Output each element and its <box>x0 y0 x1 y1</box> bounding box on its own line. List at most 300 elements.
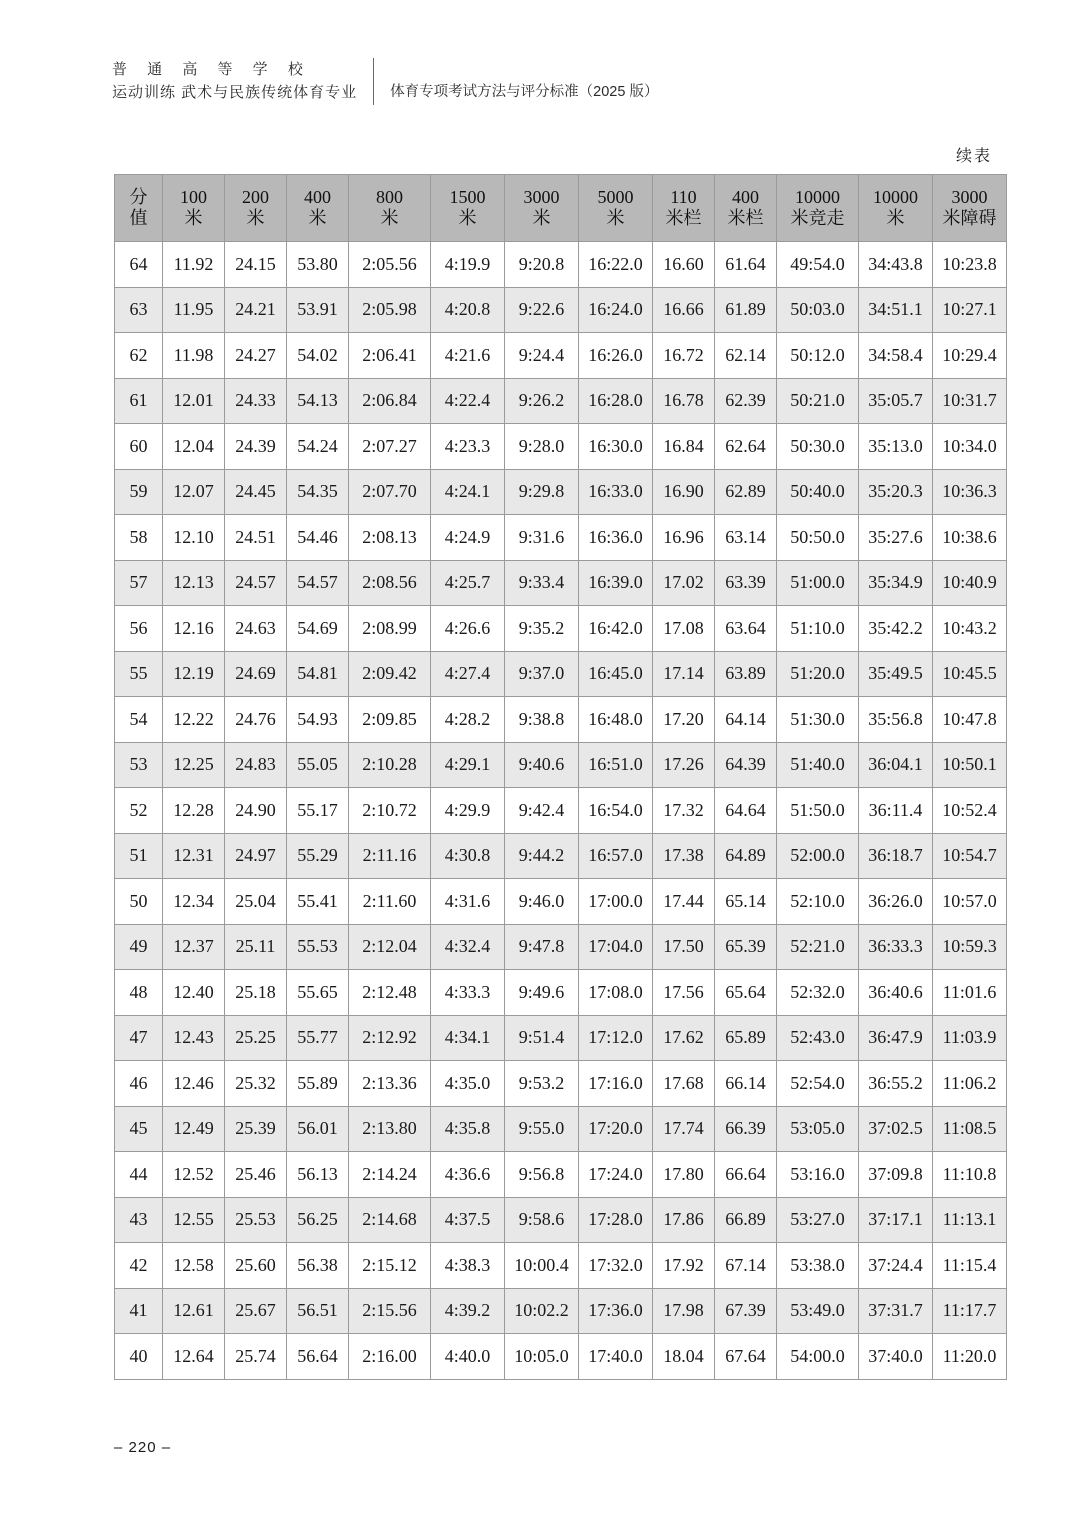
table-cell: 2:05.56 <box>349 242 431 288</box>
table-row <box>115 1015 1007 1061</box>
table-cell: 12.58 <box>163 1243 225 1289</box>
table-cell: 25.67 <box>225 1288 287 1334</box>
column-header-line: 米栏 <box>727 208 764 228</box>
table-cell: 24.33 <box>225 378 287 424</box>
table-cell: 4:40.0 <box>431 1334 505 1380</box>
table-cell: 51:40.0 <box>777 742 859 788</box>
column-header-line: 400 <box>732 186 759 207</box>
table-cell: 2:08.99 <box>349 606 431 652</box>
table-cell: 51:10.0 <box>777 606 859 652</box>
table-cell: 24.90 <box>225 788 287 834</box>
table-cell: 34:51.1 <box>859 287 933 333</box>
table-cell: 16:54.0 <box>579 788 653 834</box>
table-cell: 4:34.1 <box>431 1015 505 1061</box>
table-cell: 63.39 <box>715 560 777 606</box>
table-cell: 9:28.0 <box>505 424 579 470</box>
table-cell: 25.32 <box>225 1061 287 1107</box>
table-cell: 16:48.0 <box>579 697 653 743</box>
table-cell: 56.64 <box>287 1334 349 1380</box>
table-cell: 16.84 <box>653 424 715 470</box>
table-cell: 16:39.0 <box>579 560 653 606</box>
table-cell: 24.51 <box>225 515 287 561</box>
table-cell: 52:21.0 <box>777 924 859 970</box>
table-cell: 56.51 <box>287 1288 349 1334</box>
table-cell: 49:54.0 <box>777 242 859 288</box>
table-cell: 17.56 <box>653 970 715 1016</box>
table-cell: 36:04.1 <box>859 742 933 788</box>
table-cell: 17.32 <box>653 788 715 834</box>
table-cell: 2:15.12 <box>349 1243 431 1289</box>
table-cell: 10:52.4 <box>933 788 1007 834</box>
table-cell: 2:06.84 <box>349 378 431 424</box>
table-cell: 24.45 <box>225 469 287 515</box>
table-cell: 9:55.0 <box>505 1106 579 1152</box>
score-value-cell: 57 <box>115 560 163 606</box>
column-header-line: 米 <box>246 208 265 228</box>
table-cell: 11.98 <box>163 333 225 379</box>
table-cell: 4:20.8 <box>431 287 505 333</box>
column-header-8 <box>653 175 715 242</box>
column-header-line: 400 <box>304 186 331 207</box>
score-value-cell: 50 <box>115 879 163 925</box>
table-cell: 11:15.4 <box>933 1243 1007 1289</box>
table-cell: 2:10.28 <box>349 742 431 788</box>
table-cell: 17:08.0 <box>579 970 653 1016</box>
table-cell: 65.64 <box>715 970 777 1016</box>
table-cell: 2:08.56 <box>349 560 431 606</box>
table-cell: 10:59.3 <box>933 924 1007 970</box>
column-header-line: 米栏 <box>665 208 702 228</box>
table-cell: 17:40.0 <box>579 1334 653 1380</box>
table-cell: 24.97 <box>225 833 287 879</box>
table-cell: 4:22.4 <box>431 378 505 424</box>
table-cell: 10:45.5 <box>933 651 1007 697</box>
table-cell: 17.86 <box>653 1197 715 1243</box>
table-cell: 67.14 <box>715 1243 777 1289</box>
table-cell: 25.53 <box>225 1197 287 1243</box>
column-header-line: 米 <box>606 208 625 228</box>
header-line-1: 普 通 高 等 学 校 <box>112 61 311 78</box>
table-cell: 9:24.4 <box>505 333 579 379</box>
column-header-1 <box>163 175 225 242</box>
table-cell: 11:06.2 <box>933 1061 1007 1107</box>
table-cell: 12.52 <box>163 1152 225 1198</box>
table-cell: 9:22.6 <box>505 287 579 333</box>
table-cell: 16:30.0 <box>579 424 653 470</box>
table-cell: 17.44 <box>653 879 715 925</box>
table-cell: 9:42.4 <box>505 788 579 834</box>
table-cell: 17:12.0 <box>579 1015 653 1061</box>
table-cell: 2:09.85 <box>349 697 431 743</box>
table-cell: 2:15.56 <box>349 1288 431 1334</box>
table-row <box>115 879 1007 925</box>
table-cell: 12.22 <box>163 697 225 743</box>
table-cell: 12.10 <box>163 515 225 561</box>
table-cell: 65.89 <box>715 1015 777 1061</box>
column-header-line: 米 <box>458 208 477 228</box>
table-cell: 24.63 <box>225 606 287 652</box>
table-cell: 54.02 <box>287 333 349 379</box>
score-value-cell: 62 <box>115 333 163 379</box>
table-cell: 55.41 <box>287 879 349 925</box>
table-cell: 24.69 <box>225 651 287 697</box>
score-table-container <box>114 174 997 1380</box>
table-cell: 4:36.6 <box>431 1152 505 1198</box>
table-cell: 9:35.2 <box>505 606 579 652</box>
table-cell: 9:20.8 <box>505 242 579 288</box>
table-cell: 2:11.60 <box>349 879 431 925</box>
table-cell: 4:32.4 <box>431 924 505 970</box>
table-cell: 50:03.0 <box>777 287 859 333</box>
table-cell: 2:08.13 <box>349 515 431 561</box>
table-cell: 37:31.7 <box>859 1288 933 1334</box>
table-cell: 64.39 <box>715 742 777 788</box>
table-row <box>115 1243 1007 1289</box>
table-cell: 4:35.8 <box>431 1106 505 1152</box>
table-row <box>115 1197 1007 1243</box>
table-row <box>115 333 1007 379</box>
table-cell: 35:34.9 <box>859 560 933 606</box>
table-cell: 2:16.00 <box>349 1334 431 1380</box>
table-cell: 17:00.0 <box>579 879 653 925</box>
table-cell: 12.55 <box>163 1197 225 1243</box>
table-cell: 25.60 <box>225 1243 287 1289</box>
table-cell: 35:49.5 <box>859 651 933 697</box>
table-cell: 51:20.0 <box>777 651 859 697</box>
table-row <box>115 1288 1007 1334</box>
table-cell: 36:47.9 <box>859 1015 933 1061</box>
table-cell: 2:13.36 <box>349 1061 431 1107</box>
table-cell: 53:38.0 <box>777 1243 859 1289</box>
table-cell: 17.20 <box>653 697 715 743</box>
table-cell: 34:58.4 <box>859 333 933 379</box>
table-cell: 4:37.5 <box>431 1197 505 1243</box>
table-cell: 52:43.0 <box>777 1015 859 1061</box>
table-cell: 9:37.0 <box>505 651 579 697</box>
table-cell: 12.19 <box>163 651 225 697</box>
column-header-0 <box>115 175 163 242</box>
table-cell: 11:13.1 <box>933 1197 1007 1243</box>
score-value-cell: 55 <box>115 651 163 697</box>
table-body <box>115 242 1007 1380</box>
table-cell: 24.39 <box>225 424 287 470</box>
table-cell: 34:43.8 <box>859 242 933 288</box>
table-cell: 16:33.0 <box>579 469 653 515</box>
table-row <box>115 1061 1007 1107</box>
table-cell: 56.25 <box>287 1197 349 1243</box>
table-row <box>115 1106 1007 1152</box>
table-cell: 16:28.0 <box>579 378 653 424</box>
table-cell: 16:57.0 <box>579 833 653 879</box>
table-cell: 17.08 <box>653 606 715 652</box>
table-cell: 51:00.0 <box>777 560 859 606</box>
table-cell: 63.89 <box>715 651 777 697</box>
score-value-cell: 44 <box>115 1152 163 1198</box>
column-header-line: 米 <box>532 208 551 228</box>
table-cell: 25.18 <box>225 970 287 1016</box>
table-cell: 50:12.0 <box>777 333 859 379</box>
table-cell: 54.46 <box>287 515 349 561</box>
column-header-11 <box>859 175 933 242</box>
table-cell: 4:39.2 <box>431 1288 505 1334</box>
table-cell: 10:27.1 <box>933 287 1007 333</box>
score-value-cell: 48 <box>115 970 163 1016</box>
table-cell: 36:26.0 <box>859 879 933 925</box>
table-cell: 50:40.0 <box>777 469 859 515</box>
column-header-line: 米 <box>184 208 203 228</box>
table-cell: 10:02.2 <box>505 1288 579 1334</box>
column-header-line: 米障碍 <box>942 208 997 228</box>
table-cell: 2:13.80 <box>349 1106 431 1152</box>
table-cell: 9:53.2 <box>505 1061 579 1107</box>
table-cell: 4:26.6 <box>431 606 505 652</box>
table-cell: 4:35.0 <box>431 1061 505 1107</box>
table-cell: 36:11.4 <box>859 788 933 834</box>
table-cell: 10:47.8 <box>933 697 1007 743</box>
table-cell: 17.38 <box>653 833 715 879</box>
table-cell: 9:47.8 <box>505 924 579 970</box>
table-cell: 2:07.70 <box>349 469 431 515</box>
table-row <box>115 788 1007 834</box>
table-cell: 2:10.72 <box>349 788 431 834</box>
table-cell: 64.64 <box>715 788 777 834</box>
table-cell: 17:36.0 <box>579 1288 653 1334</box>
score-value-cell: 64 <box>115 242 163 288</box>
table-cell: 25.11 <box>225 924 287 970</box>
table-cell: 56.38 <box>287 1243 349 1289</box>
column-header-line: 米 <box>380 208 399 228</box>
table-cell: 12.07 <box>163 469 225 515</box>
table-row <box>115 378 1007 424</box>
table-cell: 50:50.0 <box>777 515 859 561</box>
table-cell: 16:26.0 <box>579 333 653 379</box>
score-value-cell: 53 <box>115 742 163 788</box>
table-cell: 12.16 <box>163 606 225 652</box>
table-cell: 36:33.3 <box>859 924 933 970</box>
table-row <box>115 424 1007 470</box>
table-cell: 55.53 <box>287 924 349 970</box>
column-header-line: 1500 <box>449 186 486 207</box>
table-cell: 17:28.0 <box>579 1197 653 1243</box>
table-cell: 52:32.0 <box>777 970 859 1016</box>
table-cell: 4:31.6 <box>431 879 505 925</box>
table-cell: 12.37 <box>163 924 225 970</box>
table-cell: 9:26.2 <box>505 378 579 424</box>
score-value-cell: 60 <box>115 424 163 470</box>
table-cell: 17.02 <box>653 560 715 606</box>
table-cell: 52:00.0 <box>777 833 859 879</box>
column-header-12 <box>933 175 1007 242</box>
table-cell: 10:31.7 <box>933 378 1007 424</box>
table-row <box>115 242 1007 288</box>
table-cell: 9:29.8 <box>505 469 579 515</box>
table-row <box>115 469 1007 515</box>
table-cell: 51:50.0 <box>777 788 859 834</box>
score-value-cell: 51 <box>115 833 163 879</box>
table-cell: 37:09.8 <box>859 1152 933 1198</box>
column-header-line: 100 <box>180 186 207 207</box>
table-cell: 4:38.3 <box>431 1243 505 1289</box>
table-cell: 25.74 <box>225 1334 287 1380</box>
table-cell: 12.46 <box>163 1061 225 1107</box>
table-cell: 24.83 <box>225 742 287 788</box>
column-header-9 <box>715 175 777 242</box>
table-cell: 52:54.0 <box>777 1061 859 1107</box>
table-row <box>115 970 1007 1016</box>
column-header-line: 10000 <box>873 186 918 207</box>
table-cell: 65.39 <box>715 924 777 970</box>
table-cell: 12.49 <box>163 1106 225 1152</box>
table-cell: 16.66 <box>653 287 715 333</box>
column-header-5 <box>431 175 505 242</box>
table-cell: 16:36.0 <box>579 515 653 561</box>
table-cell: 51:30.0 <box>777 697 859 743</box>
table-cell: 4:30.8 <box>431 833 505 879</box>
table-cell: 12.34 <box>163 879 225 925</box>
table-cell: 35:05.7 <box>859 378 933 424</box>
score-table <box>114 174 1007 1380</box>
table-cell: 17:04.0 <box>579 924 653 970</box>
table-row <box>115 1152 1007 1198</box>
column-header-line: 值 <box>129 208 148 228</box>
score-value-cell: 59 <box>115 469 163 515</box>
table-cell: 2:12.04 <box>349 924 431 970</box>
table-cell: 4:25.7 <box>431 560 505 606</box>
table-cell: 25.39 <box>225 1106 287 1152</box>
table-cell: 37:24.4 <box>859 1243 933 1289</box>
table-cell: 10:43.2 <box>933 606 1007 652</box>
table-cell: 50:21.0 <box>777 378 859 424</box>
table-row <box>115 1334 1007 1380</box>
table-cell: 24.21 <box>225 287 287 333</box>
table-cell: 54.81 <box>287 651 349 697</box>
table-cell: 66.39 <box>715 1106 777 1152</box>
table-cell: 62.39 <box>715 378 777 424</box>
column-header-line: 3000 <box>951 186 988 207</box>
score-value-cell: 61 <box>115 378 163 424</box>
table-cell: 4:33.3 <box>431 970 505 1016</box>
table-cell: 4:29.1 <box>431 742 505 788</box>
table-row <box>115 924 1007 970</box>
column-header-line: 5000 <box>597 186 634 207</box>
table-cell: 17.62 <box>653 1015 715 1061</box>
table-cell: 16.60 <box>653 242 715 288</box>
table-cell: 55.29 <box>287 833 349 879</box>
table-cell: 53:27.0 <box>777 1197 859 1243</box>
page-header <box>112 58 658 105</box>
table-cell: 12.61 <box>163 1288 225 1334</box>
table-cell: 10:38.6 <box>933 515 1007 561</box>
table-cell: 11:08.5 <box>933 1106 1007 1152</box>
table-cell: 35:42.2 <box>859 606 933 652</box>
table-cell: 12.25 <box>163 742 225 788</box>
table-cell: 9:44.2 <box>505 833 579 879</box>
table-cell: 11:20.0 <box>933 1334 1007 1380</box>
table-cell: 52:10.0 <box>777 879 859 925</box>
table-cell: 64.89 <box>715 833 777 879</box>
table-cell: 9:38.8 <box>505 697 579 743</box>
table-head <box>115 175 1007 242</box>
table-cell: 4:21.6 <box>431 333 505 379</box>
table-cell: 17.74 <box>653 1106 715 1152</box>
table-cell: 54.69 <box>287 606 349 652</box>
table-cell: 10:23.8 <box>933 242 1007 288</box>
table-row <box>115 651 1007 697</box>
table-cell: 54.57 <box>287 560 349 606</box>
table-cell: 54.93 <box>287 697 349 743</box>
table-cell: 2:12.92 <box>349 1015 431 1061</box>
table-cell: 25.46 <box>225 1152 287 1198</box>
table-cell: 9:56.8 <box>505 1152 579 1198</box>
table-cell: 36:40.6 <box>859 970 933 1016</box>
table-cell: 55.89 <box>287 1061 349 1107</box>
table-cell: 4:23.3 <box>431 424 505 470</box>
table-cell: 67.64 <box>715 1334 777 1380</box>
table-cell: 24.57 <box>225 560 287 606</box>
table-cell: 17:32.0 <box>579 1243 653 1289</box>
table-cell: 54.24 <box>287 424 349 470</box>
table-cell: 11:17.7 <box>933 1288 1007 1334</box>
table-cell: 16:45.0 <box>579 651 653 697</box>
column-header-line: 3000 <box>523 186 560 207</box>
table-cell: 11:01.6 <box>933 970 1007 1016</box>
column-header-line: 米 <box>308 208 327 228</box>
table-row <box>115 742 1007 788</box>
table-cell: 9:49.6 <box>505 970 579 1016</box>
table-cell: 17:20.0 <box>579 1106 653 1152</box>
table-cell: 61.89 <box>715 287 777 333</box>
table-cell: 12.28 <box>163 788 225 834</box>
table-cell: 25.25 <box>225 1015 287 1061</box>
column-header-line: 800 <box>376 186 403 207</box>
table-cell: 11.95 <box>163 287 225 333</box>
score-value-cell: 54 <box>115 697 163 743</box>
table-cell: 4:28.2 <box>431 697 505 743</box>
table-cell: 12.64 <box>163 1334 225 1380</box>
column-header-line: 米 <box>886 208 905 228</box>
table-cell: 56.13 <box>287 1152 349 1198</box>
score-value-cell: 49 <box>115 924 163 970</box>
table-cell: 12.40 <box>163 970 225 1016</box>
table-cell: 62.14 <box>715 333 777 379</box>
table-cell: 67.39 <box>715 1288 777 1334</box>
table-cell: 61.64 <box>715 242 777 288</box>
table-cell: 54:00.0 <box>777 1334 859 1380</box>
table-cell: 35:20.3 <box>859 469 933 515</box>
table-cell: 17.68 <box>653 1061 715 1107</box>
table-cell: 53:49.0 <box>777 1288 859 1334</box>
table-cell: 36:18.7 <box>859 833 933 879</box>
table-cell: 50:30.0 <box>777 424 859 470</box>
table-cell: 25.04 <box>225 879 287 925</box>
table-cell: 4:19.9 <box>431 242 505 288</box>
column-header-6 <box>505 175 579 242</box>
table-cell: 17.50 <box>653 924 715 970</box>
table-cell: 62.89 <box>715 469 777 515</box>
table-cell: 17.98 <box>653 1288 715 1334</box>
column-header-line: 分 <box>129 186 148 207</box>
table-cell: 2:14.68 <box>349 1197 431 1243</box>
table-cell: 62.64 <box>715 424 777 470</box>
column-header-line: 米竞走 <box>790 208 845 228</box>
table-cell: 10:50.1 <box>933 742 1007 788</box>
column-header-line: 110 <box>670 186 697 207</box>
table-row <box>115 697 1007 743</box>
table-cell: 4:29.9 <box>431 788 505 834</box>
column-header-line: 10000 <box>795 186 840 207</box>
score-value-cell: 41 <box>115 1288 163 1334</box>
table-cell: 10:29.4 <box>933 333 1007 379</box>
